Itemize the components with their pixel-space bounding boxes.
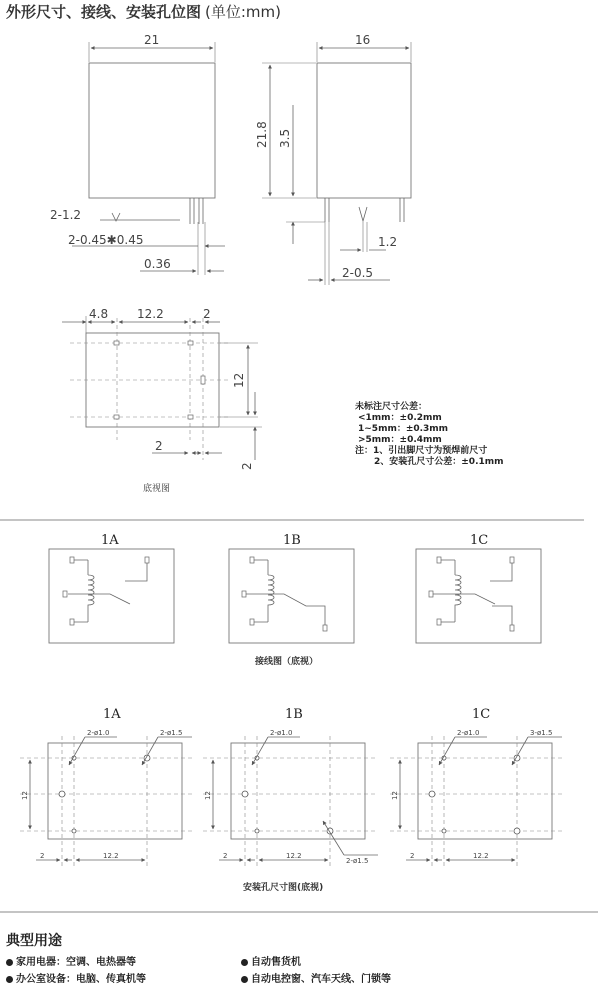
mount-1c-dim-bottom: 12.2 (473, 852, 489, 860)
mount-label-1a: 1A (103, 707, 121, 722)
bottom-dim-2: 12.2 (137, 307, 164, 321)
mount-1c (390, 729, 562, 866)
tolerance-note: 注：1、引出脚尺寸为预焊前尺寸 (355, 446, 488, 456)
bullet-icon (6, 976, 13, 983)
tolerance-note: 2、安装孔尺寸公差：±0.1mm (374, 457, 504, 467)
mount-1b-dim-left: 2 (223, 852, 228, 860)
pin-pitch-dim: 2-1.2 (50, 208, 82, 222)
front-view (50, 33, 225, 275)
wiring-1b (229, 549, 354, 643)
side-width-dim: 16 (355, 33, 371, 47)
usage-heading: 典型用途 (6, 933, 62, 949)
mount-1a-dim-bottom: 12.2 (103, 852, 119, 860)
typical-uses (6, 930, 596, 988)
bullet-icon (241, 976, 248, 983)
mount-1a (20, 729, 192, 866)
side-view (255, 33, 411, 285)
mount-1a-hole-2: 2-ø1.5 (160, 729, 183, 737)
wiring-label-1a: 1A (101, 533, 119, 548)
tolerance-notes (355, 400, 504, 467)
bottom-dim-right-bottom: 2 (240, 462, 254, 470)
mount-label-1b: 1B (285, 707, 303, 722)
wiring-1c (416, 549, 541, 643)
tolerance-line: <1mm：±0.2mm (358, 413, 442, 423)
bullet-icon (241, 959, 248, 966)
tolerance-heading: 未标注尺寸公差： (355, 402, 428, 412)
wiring-label-1b: 1B (283, 533, 301, 548)
usage-item: 自动售货机 (241, 954, 476, 971)
pin-size2-dim: 2-0.5 (342, 266, 374, 280)
mount-1c-dim-left: 2 (410, 852, 415, 860)
tolerance-line: 1~5mm：±0.3mm (358, 424, 449, 434)
bottom-dim-right: 12 (232, 372, 246, 388)
mount-1b-dim-v: 12 (204, 791, 212, 800)
bottom-view-caption: 底视图 (143, 484, 171, 494)
pin-size-dim: 2-0.45✱0.45 (68, 233, 144, 247)
bottom-view (62, 307, 262, 494)
mount-1a-dim-left: 2 (40, 852, 45, 860)
side-height-dim: 21.8 (255, 121, 269, 148)
mount-1c-dim-v: 12 (391, 791, 399, 800)
mount-1b-dim-bottom: 12.2 (286, 852, 302, 860)
mounting-caption: 安装孔尺寸图(底视) (243, 883, 324, 893)
bottom-dim-1: 4.8 (89, 307, 109, 321)
mount-1c-hole-1: 2-ø1.0 (457, 729, 480, 737)
front-width-dim: 21 (144, 33, 160, 47)
mount-label-1c: 1C (472, 707, 491, 722)
bottom-dim-3: 2 (203, 307, 211, 321)
pin-length-dim: 3.5 (278, 128, 292, 148)
mount-1c-hole-2: 3-ø1.5 (530, 729, 553, 737)
bottom-dim-bottom: 2 (155, 439, 163, 453)
usage-item: 自动电控窗、汽车天线、门锁等 (241, 971, 476, 988)
page-title: 外形尺寸、接线、安装孔位图 (单位:mm) (6, 3, 281, 21)
mount-1a-hole-1: 2-ø1.0 (87, 729, 110, 737)
mount-1b-hole-2: 2-ø1.5 (346, 857, 369, 865)
pin-width-dim: 1.2 (378, 235, 398, 249)
wiring-1a (49, 549, 174, 643)
mount-1b (203, 729, 378, 866)
tolerance-line: >5mm：±0.4mm (358, 435, 442, 445)
wiring-caption: 接线图（底视） (255, 657, 319, 667)
mount-1a-dim-v: 12 (21, 791, 29, 800)
usage-item: 办公室设备：电脑、传真机等 (6, 971, 241, 988)
wiring-label-1c: 1C (470, 533, 489, 548)
usage-item: 家用电器：空调、电热器等 (6, 954, 241, 971)
mount-1b-hole-1: 2-ø1.0 (270, 729, 293, 737)
mounting-diagrams (20, 707, 562, 893)
pin-thk-dim: 0.36 (144, 257, 171, 271)
bullet-icon (6, 959, 13, 966)
wiring-diagrams (49, 533, 541, 667)
